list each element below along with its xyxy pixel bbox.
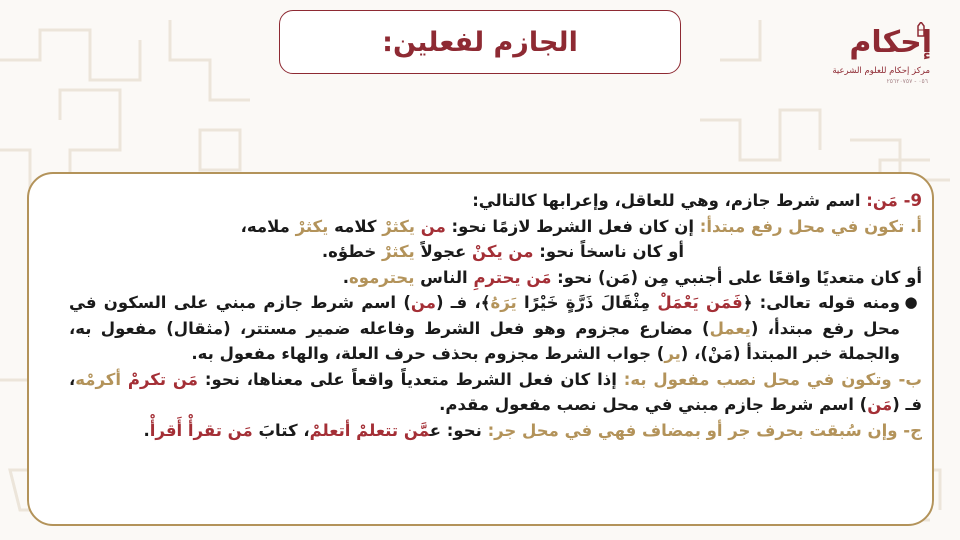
text-part: ، كتابَ bbox=[252, 420, 310, 440]
bullet-icon: ● bbox=[904, 293, 918, 311]
example-word: ملامه، bbox=[240, 216, 296, 236]
bullet-quran-example bbox=[69, 290, 922, 367]
text-part: نحو: ع bbox=[429, 420, 488, 440]
tool-name: مَن: bbox=[866, 191, 898, 210]
example-word: مَن تقرأْ أَقرأْ bbox=[149, 420, 253, 440]
bullet-text bbox=[69, 290, 900, 367]
case-a-text: إن كان فعل الشرط لازمًا نحو: bbox=[445, 216, 700, 236]
line-case-a bbox=[69, 214, 922, 240]
example-word: خطؤه. bbox=[321, 242, 382, 261]
case-a-label: أ. تكون في محل رفع مبتدأ: bbox=[699, 216, 922, 236]
line-case-a-nasikh bbox=[69, 239, 922, 265]
logo-wordmark: إحكام bbox=[849, 25, 932, 60]
text-part: ومنه قوله تعالى: ﴿ bbox=[742, 293, 900, 312]
definition-text: اسم شرط جازم، وهي للعاقل، وإعرابها كالتالي: bbox=[472, 191, 867, 210]
text-part: ) اسم شرط جازم مبني على السكون في محل رفع مبتدأ، ( bbox=[69, 293, 900, 338]
verse-word: يَرَهُ bbox=[490, 293, 517, 312]
case-b-label: ب- وتكون في محل نصب مفعول به: bbox=[623, 369, 922, 389]
text-part bbox=[121, 370, 128, 389]
example-word: مَن bbox=[867, 395, 893, 414]
line-definition bbox=[69, 188, 922, 214]
example-word: يكثرْ bbox=[295, 216, 329, 236]
text-part: إذا كان فعل الشرط متعدياً واقعاً على معناها، نحو: bbox=[198, 369, 624, 389]
example-word: الناس bbox=[414, 267, 474, 287]
slide-title: الجازم لفعلين: bbox=[382, 26, 578, 58]
highlight-word: يعمل bbox=[709, 318, 751, 338]
example-word: كلامه bbox=[328, 216, 377, 236]
highlight-word: من bbox=[410, 293, 436, 312]
text-part: ﴾، فـ ( bbox=[435, 293, 491, 312]
case-text: أو كان ناسخاً نحو: bbox=[533, 242, 684, 261]
case-c-label: ج- وإن سُبقت بحرف جر أو بمضاف فهي في محل جر: bbox=[487, 420, 922, 440]
example-word: عجولاً bbox=[414, 242, 473, 261]
highlight-word: ير bbox=[664, 344, 681, 363]
example-word: من يكنْ bbox=[472, 242, 534, 261]
example-word: مَن تكرمْ bbox=[127, 369, 198, 389]
paragraph-case-b bbox=[69, 367, 922, 418]
logo-subtitle: مركز إحكام للعلوم الشرعية bbox=[832, 66, 930, 76]
example-word: يكثرْ bbox=[381, 242, 415, 261]
example-word: مَّن تتعلمْ أتعلمْ bbox=[309, 420, 430, 440]
content-text bbox=[69, 188, 922, 443]
example-word: أكرمْه bbox=[75, 369, 122, 389]
text-part: . bbox=[143, 420, 150, 440]
logo-subtitle-numbers: ٠٥٦ - ٢٥٦٢٠٧٥٧ bbox=[886, 78, 928, 85]
verse-word: فَمَن يَعْمَلْ bbox=[657, 293, 743, 312]
example-word: يكثرْ bbox=[376, 216, 421, 236]
text-part: ، فـ ( bbox=[69, 369, 922, 414]
case-text: أو كان متعديًا واقعًا على أجنبي مِن (مَن) نحو: bbox=[551, 267, 922, 287]
text-part: ) مضارع مجزوم وهو فعل الشرط وفاعله ضمير مستتر، (مثقال) مفعول به، والجملة خبر المبتدأ (مَنْ)، ( bbox=[69, 318, 900, 363]
example-word: من bbox=[420, 216, 446, 236]
center-logo bbox=[832, 22, 932, 98]
line-case-a-transitive bbox=[69, 265, 922, 291]
verse-word: مِثْقَالَ ذَرَّةٍ خَيْرًا bbox=[516, 293, 658, 312]
text-part: ) اسم شرط جازم مبني في محل نصب مفعول مقدم. bbox=[439, 395, 868, 414]
slide-title-box bbox=[279, 10, 681, 74]
item-number: 9- bbox=[903, 191, 922, 210]
example-word: . bbox=[342, 267, 349, 287]
content-box bbox=[27, 172, 934, 526]
example-word: مَن يحترمِ bbox=[473, 267, 552, 287]
text-part: ) جواب الشرط مجزوم بحذف حرف العلة، والهاء مفعول به. bbox=[191, 344, 665, 363]
example-word: يحترموه bbox=[349, 267, 415, 287]
line-case-c bbox=[69, 418, 922, 444]
